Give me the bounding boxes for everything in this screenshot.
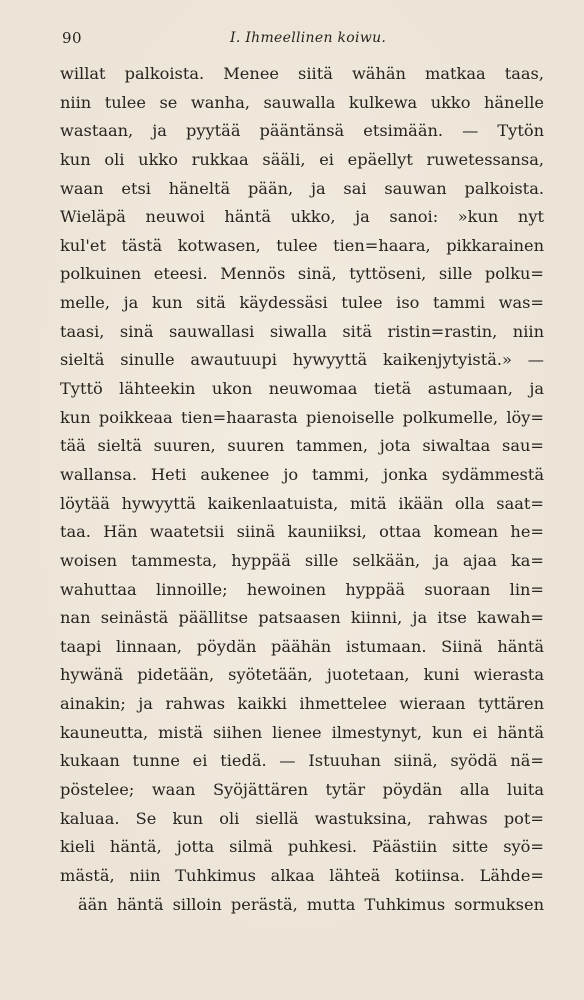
text-line: nan seinästä päällitse patsaasen kiinni, ja itse kawah= (60, 608, 544, 628)
text-line: Tyttö lähteekin ukon neuwomaa tietä astumaan, ja (60, 379, 544, 399)
text-line: wastaan, ja pyytää pääntänsä etsimään. — Tytön (60, 121, 544, 141)
text-line: taapi linnaan, pöydän päähän istumaan. Siinä häntä (60, 636, 544, 656)
text-line: wahuttaa linnoille; hewoinen hyppää suoraan lin= (60, 579, 544, 599)
text-line: polkuinen eteesi. Mennös sinä, tyttöseni, sille polku= (60, 264, 544, 284)
page-header (62, 29, 536, 53)
text-line: kul'et tästä kotwasen, tulee tien=haara, pikkarainen (60, 235, 544, 255)
text-line: tää sieltä suuren, suuren tammen, jota siwaltaa sau= (60, 436, 544, 456)
text-line: pöstelee; waan Syöjättären tytär pöydän alla luita (60, 780, 544, 800)
text-line: löytää hywyyttä kaikenlaatuista, mitä ikään olla saat= (60, 493, 544, 513)
text-line: kauneutta, mistä siihen lienee ilmestynyt, kun ei häntä (60, 722, 544, 742)
running-title: I. Ihmeellinen koiwu. (230, 30, 387, 46)
text-line: willat palkoista. Menee siitä wähän matkaa taas, (60, 64, 544, 83)
text-line: kun poikkeaa tien=haarasta pienoiselle polkumelle, löy= (60, 407, 544, 427)
text-line: Wieläpä neuwoi häntä ukko, ja sanoi: »kun nyt (60, 207, 544, 227)
text-line: taasi, sinä sauwallasi siwalla sitä ristin=rastin, niin (60, 321, 544, 341)
text-line: waan etsi häneltä pään, ja sai sauwan palkoista. (60, 178, 544, 198)
text-line: ään häntä silloin perästä, mutta Tuhkimus sormuksen (78, 894, 544, 914)
text-line: kukaan tunne ei tiedä. — Istuuhan siinä, syödä nä= (60, 751, 544, 771)
text-line: kaluaa. Se kun oli siellä wastuksina, rahwas pot= (60, 808, 544, 828)
text-line: ainakin; ja rahwas kaikki ihmettelee wieraan tyttären (60, 694, 544, 714)
text-line: woisen tammesta, hyppää sille selkään, ja ajaa ka= (60, 550, 544, 570)
text-line: sieltä sinulle awautuupi hywyyttä kaikenjytyistä.» — (60, 350, 544, 370)
text-line: wallansa. Heti aukenee jo tammi, jonka sydämmestä (60, 464, 544, 484)
page-number: 90 (62, 29, 83, 47)
text-line: niin tulee se wanha, sauwalla kulkewa ukko hänelle (60, 92, 544, 112)
text-line: taa. Hän waatetsii siinä kauniiksi, ottaa komean he= (60, 522, 544, 542)
body-text (60, 60, 544, 919)
text-line: mästä, niin Tuhkimus alkaa lähteä kotiinsa. Lähde= (60, 865, 544, 885)
text-line: melle, ja kun sitä käydessäsi tulee iso tammi was= (60, 293, 544, 313)
text-line: hywänä pidetään, syötetään, juotetaan, kuni wierasta (60, 665, 544, 685)
text-line: kun oli ukko rukkaa sääli, ei epäellyt ruwetessansa, (60, 149, 544, 169)
text-line: kieli häntä, jotta silmä puhkesi. Päästiin sitte syö= (60, 837, 544, 857)
